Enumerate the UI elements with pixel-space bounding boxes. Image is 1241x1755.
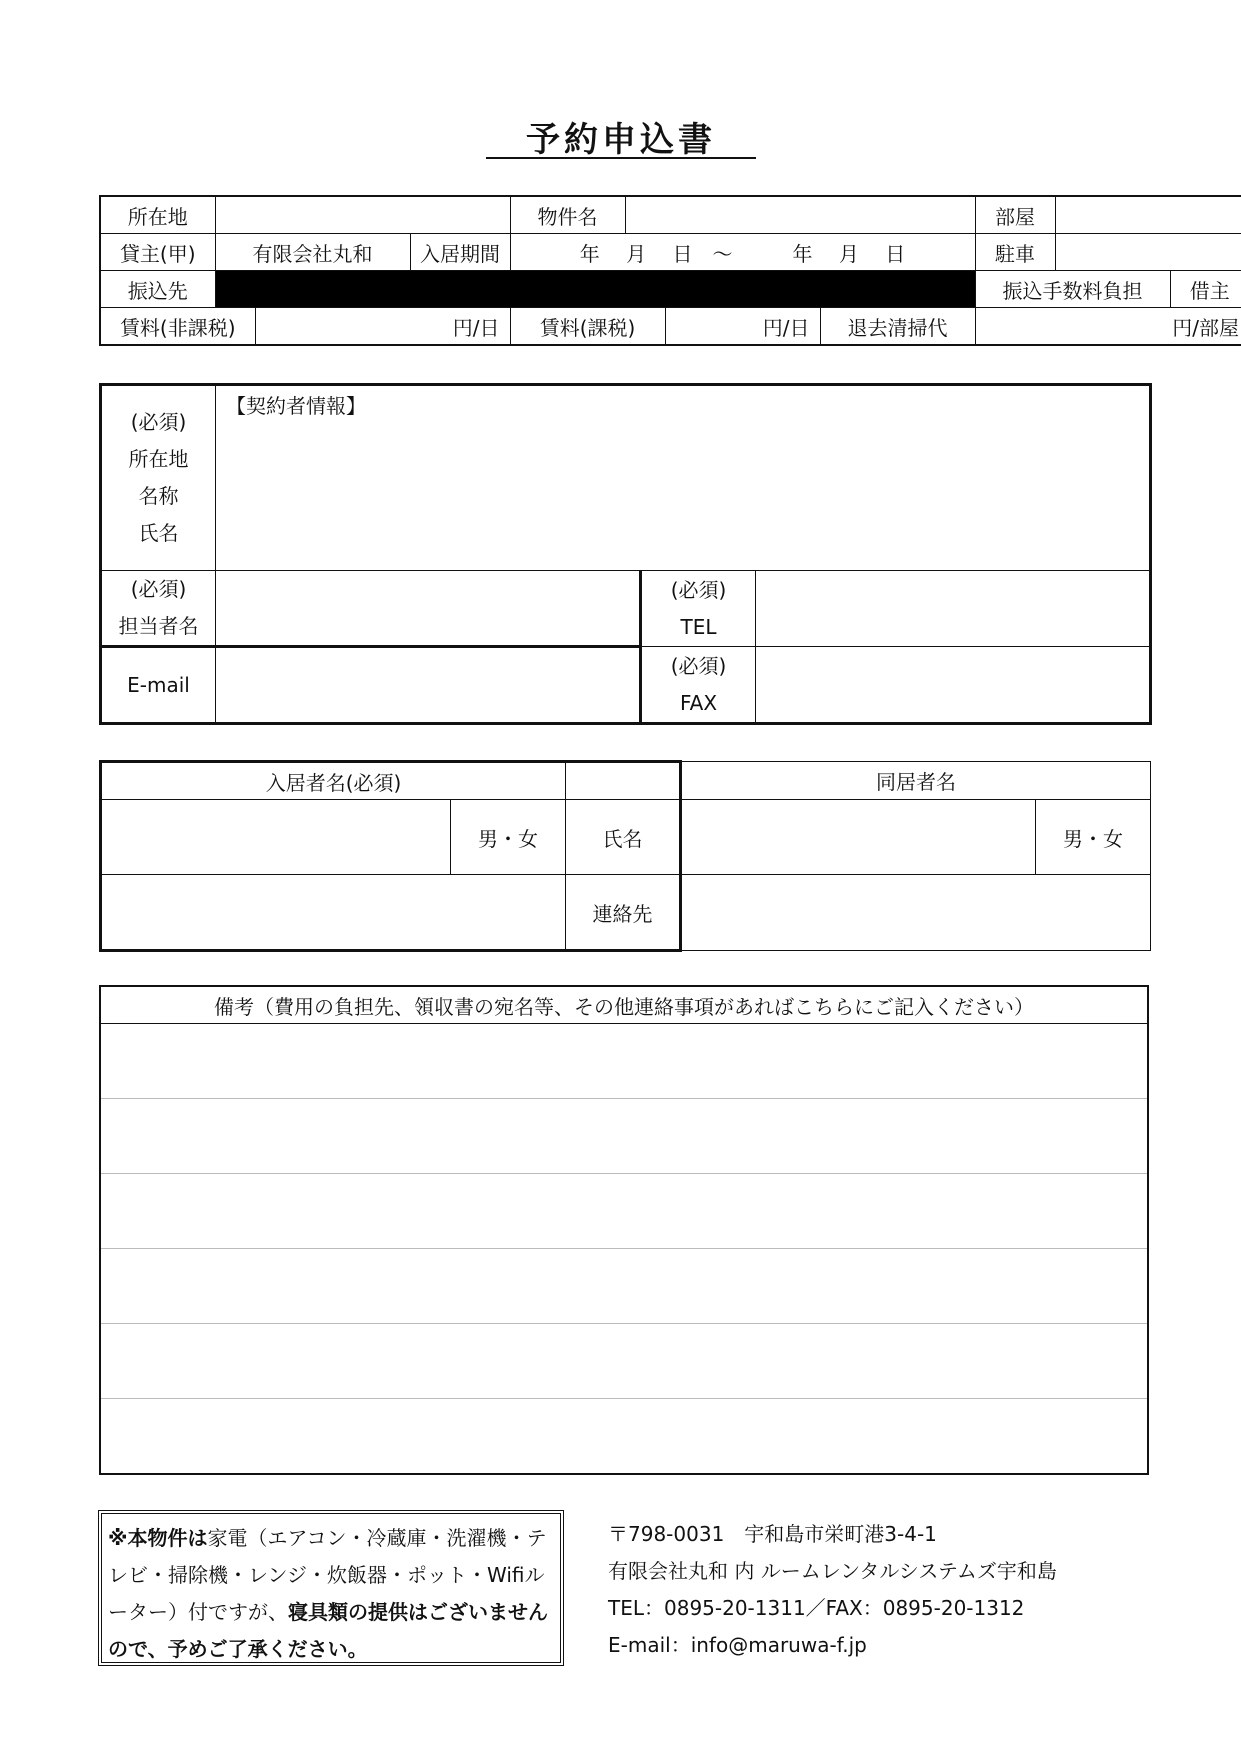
occupant-name-field[interactable] bbox=[101, 800, 451, 875]
person-required: (必須) bbox=[130, 577, 187, 601]
remarks-line[interactable] bbox=[100, 1099, 1148, 1174]
transfer-fee-value: 借主 bbox=[1170, 271, 1241, 308]
rent-taxed-label: 賃料(課税) bbox=[510, 308, 665, 346]
company-contact bbox=[608, 1516, 1057, 1664]
tel-label-cell bbox=[641, 571, 756, 647]
rent-untaxed-label: 賃料(非課税) bbox=[100, 308, 255, 346]
tel-label: TEL bbox=[680, 614, 717, 639]
tel-field[interactable] bbox=[756, 571, 1151, 647]
person-label-cell bbox=[101, 571, 216, 647]
contractor-location-label: 所在地 bbox=[128, 447, 189, 471]
name-label: 氏名 bbox=[566, 800, 681, 875]
rent-untaxed-field[interactable]: 円/日 bbox=[255, 308, 510, 346]
fax-label: FAX bbox=[679, 690, 718, 715]
cleaning-label: 退去清掃代 bbox=[820, 308, 975, 346]
remarks-line[interactable] bbox=[100, 1249, 1148, 1324]
remarks-line[interactable] bbox=[100, 1024, 1148, 1099]
occupants-table bbox=[99, 760, 1151, 952]
property-name-label: 物件名 bbox=[510, 196, 625, 234]
rent-taxed-field[interactable]: 円/日 bbox=[665, 308, 820, 346]
person-field[interactable] bbox=[216, 571, 641, 647]
contractor-info-field[interactable] bbox=[216, 385, 1151, 571]
parking-label: 駐車 bbox=[975, 234, 1055, 271]
remarks-line[interactable] bbox=[100, 1324, 1148, 1399]
remarks-line[interactable] bbox=[100, 1399, 1148, 1475]
location-field[interactable] bbox=[215, 196, 510, 234]
company-address: 〒798-0031 宇和島市栄町港3-4-1 bbox=[608, 1522, 937, 1546]
transfer-account-redacted bbox=[215, 271, 975, 308]
contractor-required: (必須) bbox=[130, 410, 187, 434]
property-name-field[interactable] bbox=[625, 196, 975, 234]
cohabitant-contact-field[interactable] bbox=[681, 875, 1151, 951]
cleaning-field[interactable]: 円/部屋 bbox=[975, 308, 1241, 346]
transfer-label: 振込先 bbox=[100, 271, 215, 308]
fax-label-cell bbox=[641, 647, 756, 724]
room-label: 部屋 bbox=[975, 196, 1055, 234]
period-label: 入居期間 bbox=[410, 234, 510, 271]
occupant-header-blank bbox=[566, 762, 681, 800]
notice-box bbox=[98, 1510, 564, 1666]
email-field[interactable] bbox=[216, 647, 641, 724]
remarks-table bbox=[99, 985, 1149, 1475]
property-table bbox=[99, 195, 1241, 346]
notice-lead: ※本物件は bbox=[108, 1526, 208, 1550]
location-label: 所在地 bbox=[100, 196, 215, 234]
occupant-header: 入居者名(必須) bbox=[101, 762, 566, 800]
fax-field[interactable] bbox=[756, 647, 1151, 724]
cohabitant-name-field[interactable] bbox=[681, 800, 1036, 875]
tel-required: (必須) bbox=[670, 577, 727, 602]
room-field[interactable] bbox=[1055, 196, 1241, 234]
contact-label: 連絡先 bbox=[566, 875, 681, 951]
remarks-header: 備考（費用の負担先、領収書の宛名等、その他連絡事項があればこちらにご記入ください） bbox=[100, 986, 1148, 1024]
contractor-label-cell bbox=[101, 385, 216, 571]
company-email: E-mail：info@maruwa-f.jp bbox=[608, 1633, 867, 1657]
occupant-gender[interactable]: 男・女 bbox=[451, 800, 566, 875]
contractor-name-label: 氏名 bbox=[138, 521, 179, 545]
remarks-line[interactable] bbox=[100, 1174, 1148, 1249]
email-label: E-mail bbox=[101, 647, 216, 724]
cohabitant-header: 同居者名 bbox=[681, 762, 1151, 800]
title-underline bbox=[486, 157, 756, 159]
contractor-info-header: 【契約者情報】 bbox=[226, 394, 366, 418]
contractor-table bbox=[99, 383, 1152, 725]
period-field[interactable]: 年 月 日 ～ 年 月 日 bbox=[510, 234, 975, 271]
fax-required: (必須) bbox=[670, 653, 727, 678]
transfer-fee-label: 振込手数料負担 bbox=[975, 271, 1170, 308]
occupant-contact-field[interactable] bbox=[101, 875, 566, 951]
notice-appliances: 家電（エアコン・冷蔵庫・洗濯機・テレビ・掃除機・レンジ・炊飯器・ポット・Wifiルーター）付ですが、 bbox=[108, 1526, 547, 1624]
lessor-value: 有限会社丸和 bbox=[215, 234, 410, 271]
notice-bedding: 寝具類の提供はございませんので、予めご了承ください。 bbox=[108, 1600, 548, 1661]
lessor-label: 貸主(甲) bbox=[100, 234, 215, 271]
person-label: 担当者名 bbox=[118, 614, 199, 638]
page-title: 予約申込書 bbox=[526, 120, 716, 160]
parking-field[interactable] bbox=[1055, 234, 1241, 271]
cohabitant-gender[interactable]: 男・女 bbox=[1036, 800, 1151, 875]
contractor-company-label: 名称 bbox=[138, 484, 179, 508]
company-name: 有限会社丸和 内 ルームレンタルシステムズ宇和島 bbox=[608, 1559, 1057, 1583]
company-tel-fax: TEL：0895-20-1311／FAX：0895-20-1312 bbox=[608, 1596, 1025, 1620]
